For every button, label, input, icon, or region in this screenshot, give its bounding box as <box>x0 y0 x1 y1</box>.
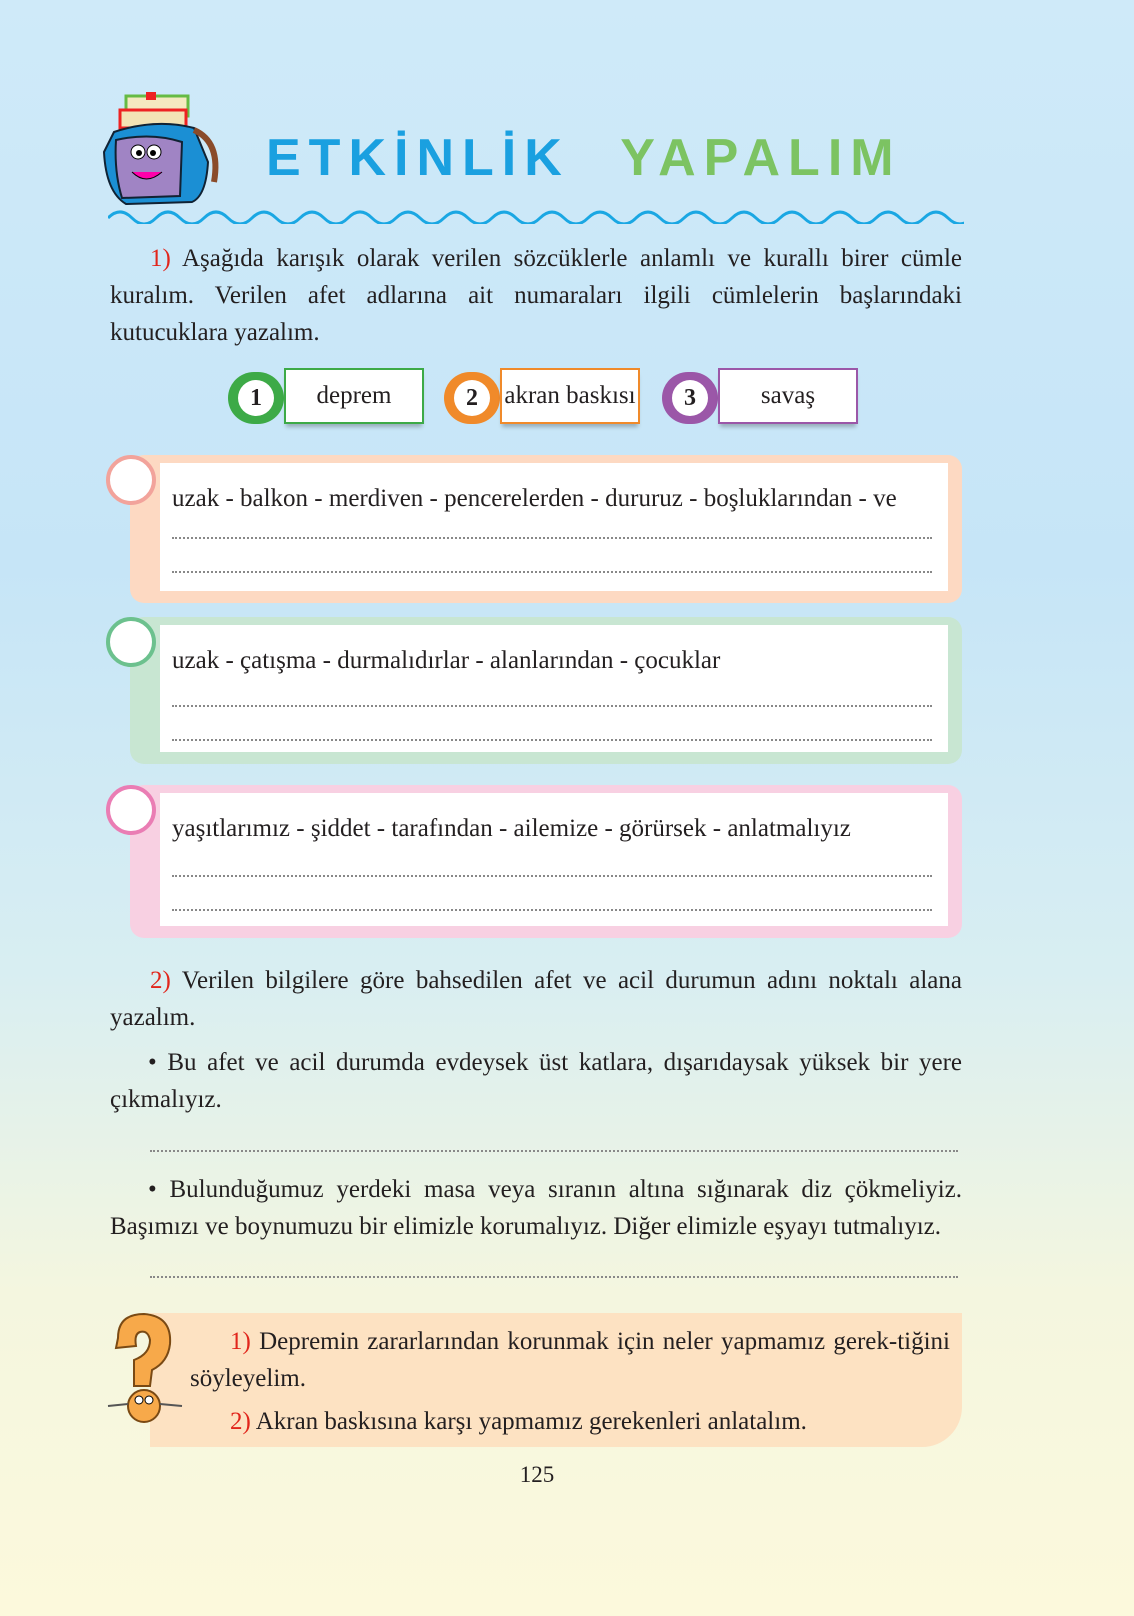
q2-number: 2) <box>150 967 171 994</box>
q1-text: Aşağıda karışık olarak verilen sözcüklerle anlamlı ve kurallı birer cümle kuralım. Verilen afet adlarına ait numaraları ilgili cümlelerin başlarındaki kutucuklara yazalım. <box>110 245 962 346</box>
title-part1: ETKİNLİK <box>266 129 570 187</box>
number-answer-box[interactable] <box>106 617 156 667</box>
option-label: deprem <box>284 368 424 424</box>
backpack-mascot-icon <box>96 92 226 213</box>
sentence-card-3 <box>130 785 962 938</box>
answer-line[interactable] <box>150 1276 958 1278</box>
item-text: Akran baskısına karşı yapmamız gerekenleri anlatalım. <box>255 1408 807 1435</box>
option-number: 2 <box>454 380 490 416</box>
answer-line[interactable] <box>172 571 932 573</box>
question-1 <box>110 240 962 351</box>
item-text: Depremin zararlarından korunmak için neler yapmamız gerek-tiğini söyleyelim. <box>190 1328 951 1392</box>
option-label: akran baskısı <box>500 368 640 424</box>
option-number: 1 <box>238 380 274 416</box>
discussion-item-1 <box>190 1323 950 1397</box>
answer-line[interactable] <box>172 537 932 539</box>
q1-number: 1) <box>150 245 171 272</box>
option-1 <box>228 368 426 426</box>
sentence-card-1 <box>130 455 962 603</box>
answer-line[interactable] <box>172 909 932 911</box>
option-2 <box>444 368 642 426</box>
page-title <box>266 128 902 188</box>
item-number: 1) <box>230 1328 251 1355</box>
scrambled-words: uzak - çatışma - durmalıdırlar - alanlarından - çocuklar <box>172 647 721 674</box>
option-label: savaş <box>718 368 858 424</box>
sentence-card-2 <box>130 617 962 764</box>
wave-divider <box>108 208 964 229</box>
item-number: 2) <box>230 1408 251 1435</box>
question-mark-mascot-icon <box>104 1312 186 1429</box>
option-3 <box>662 368 860 426</box>
answer-line[interactable] <box>172 875 932 877</box>
page-number: 125 <box>519 1462 555 1487</box>
question-2 <box>110 962 962 1036</box>
number-answer-box[interactable] <box>106 785 156 835</box>
scrambled-words: yaşıtlarımız - şiddet - tarafından - ailemize - görürsek - anlatmalıyız <box>172 815 851 842</box>
number-answer-box[interactable] <box>106 455 156 505</box>
q2-text: Verilen bilgilere göre bahsedilen afet ve acil durumun adını noktalı alana yazalım. <box>110 967 962 1031</box>
q2-item-2: • Bulunduğumuz yerdeki masa veya sıranın altına sığınarak diz çökmeliyiz. Başımızı ve boynumuzu bir elimizle korumalıyız. Diğer elimizle eşyayı tutmalıyız. <box>110 1176 962 1240</box>
q2-item-1: • Bu afet ve acil durumda evdeysek üst katlara, dışarıdaysak yüksek bir yere çıkmalıyız. <box>110 1049 962 1113</box>
scrambled-words: uzak - balkon - merdiven - pencerelerden - dururuz - boşluklarından - ve <box>172 485 897 512</box>
answer-line[interactable] <box>172 705 932 707</box>
option-number: 3 <box>672 380 708 416</box>
answer-line[interactable] <box>150 1150 958 1152</box>
discussion-item-2 <box>230 1403 950 1440</box>
answer-line[interactable] <box>172 739 932 741</box>
title-part2: YAPALIM <box>620 129 902 187</box>
